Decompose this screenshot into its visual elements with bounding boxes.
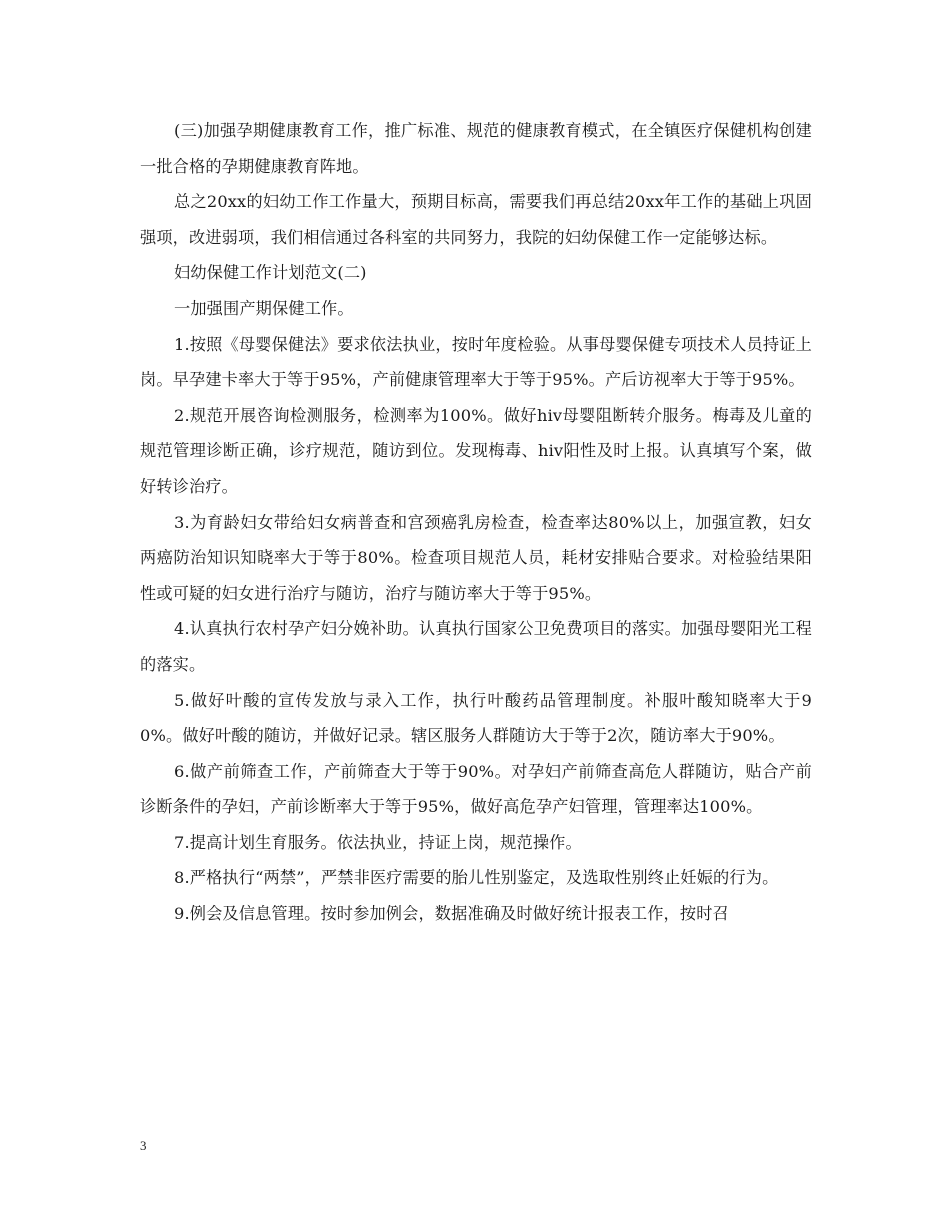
list-item-9: 9.例会及信息管理。按时参加例会，数据准确及时做好统计报表工作，按时召 [174,904,729,924]
list-item-2: 2.规范开展咨询检测服务，检测率为100%。做好hiv母婴阻断转介服务。梅毒及儿童的规范管理诊断正确，诊疗规范，随访到位。发现梅毒、hiv阳性及时上报。认真填写个案，做好转诊治疗。 [140,405,812,496]
paragraph-summary: 总之20xx的妇幼工作工作量大，预期目标高，需要我们再总结20xx年工作的基础上巩固强项，改进弱项，我们相信通过各科室的共同努力，我院的妇幼保健工作一定能够达标。 [140,192,812,247]
list-item-5: 5.做好叶酸的宣传发放与录入工作，执行叶酸药品管理制度。补服叶酸知晓率大于90%。做好叶酸的随访，并做好记录。辖区服务人群随访大于等于2次，随访率大于90%。 [140,690,812,746]
list-item-4: 4.认真执行农村孕产妇分娩补助。认真执行国家公卫免费项目的落实。加强母婴阳光工程的落实。 [140,619,812,674]
subsection-heading: 一加强围产期保健工作。 [174,298,354,318]
paragraph-health-education: (三)加强孕期健康教育工作，推广标准、规范的健康教育模式，在全镇医疗保健机构创建一批合格的孕期健康教育阵地。 [140,121,812,176]
list-item-1: 1.按照《母婴保健法》要求依法执业，按时年度检验。从事母婴保健专项技术人员持证上岗。早孕建卡率大于等于95%，产前健康管理率大于等于95%。产后访视率大于等于95%。 [140,334,812,390]
document-body [140,113,812,932]
page-number: 3 [140,1138,147,1153]
section-heading: 妇幼保健工作计划范文(二) [174,263,367,283]
list-item-3: 3.为育龄妇女带给妇女病普查和宫颈癌乳房检查，检查率达80%以上，加强宣教，妇女两癌防治知识知晓率大于等于80%。检查项目规范人员，耗材安排贴合要求。对检验结果阳性或可疑的妇女进行治疗与随访，治疗与随访率大于等于95%。 [140,512,812,603]
list-item-7: 7.提高计划生育服务。依法执业，持证上岗，规范操作。 [174,832,582,852]
list-item-6: 6.做产前筛查工作，产前筛查大于等于90%。对孕妇产前筛查高危人群随访，贴合产前诊断条件的孕妇，产前诊断率大于等于95%，做好高危孕产妇管理，管理率达100%。 [140,761,812,817]
list-item-8: 8.严格执行“两禁”，严禁非医疗需要的胎儿性别鉴定，及选取性别终止妊娠的行为。 [174,868,779,888]
